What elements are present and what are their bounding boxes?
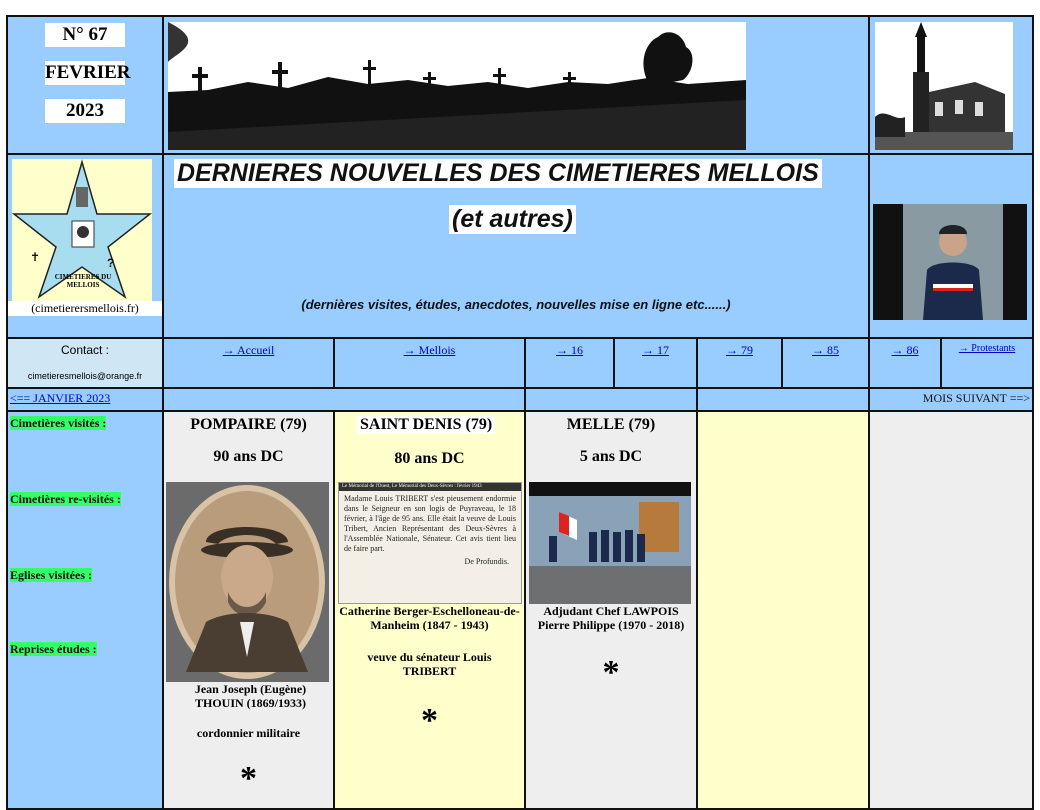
asterisk-icon: * (421, 702, 438, 739)
nav-link-mellois[interactable]: → Mellois (403, 343, 456, 357)
prev-month-link[interactable]: <== JANVIER 2023 (10, 391, 111, 405)
prev-month-cell (6, 387, 164, 412)
asterisk-icon: * (240, 760, 257, 797)
contact-email[interactable]: cimetieresmellois@orange.fr (27, 371, 143, 381)
logo-cell (6, 153, 164, 339)
ceremony-caption: Adjudant Chef LAWPOIS Pierre Philippe (1970 - 2018) (537, 604, 685, 632)
nav-cell-85 (781, 337, 870, 389)
portrait-occupation: cordonnier militaire (196, 726, 301, 740)
sidebar-cimetieres-revisites: Cimetières re-visités : (10, 492, 121, 506)
month-row-spacer-3 (696, 387, 870, 412)
nav-link-accueil[interactable]: → Accueil (222, 343, 275, 357)
column-title: SAINT DENIS (79) (357, 416, 495, 434)
column-title: MELLE (79) (566, 416, 656, 433)
nav-cell-17 (613, 337, 698, 389)
column-melle (524, 410, 698, 810)
nav-link-16[interactable]: → 16 (556, 343, 583, 357)
contact-cell (6, 337, 164, 389)
month-row-spacer-1 (162, 387, 526, 412)
clipping-subcaption: veuve du sénateur Louis TRIBERT (367, 650, 492, 678)
nav-cell-16 (524, 337, 615, 389)
nav-link-85[interactable]: → 85 (812, 343, 839, 357)
column-empty-yellow (696, 410, 870, 810)
portrait-caption: Jean Joseph (Eugène) THOUIN (1869/1933) (194, 682, 307, 710)
issue-year: 2023 (45, 99, 125, 123)
column-anniversary: 5 ans DC (579, 448, 643, 465)
clipping-end: De Profundis. (464, 557, 509, 566)
tagline: (dernières visites, études, anecdotes, nouvelles mise en ligne etc......) (301, 297, 731, 312)
sidebar-eglises-visitees: Eglises visitées : (10, 568, 92, 582)
issue-box (6, 15, 164, 155)
portrait-thouin-image (166, 482, 329, 682)
nav-link-86[interactable]: → 86 (891, 343, 919, 357)
banner-cell (162, 15, 870, 155)
nav-link-17[interactable]: → 17 (642, 343, 669, 357)
next-month-cell (868, 387, 1034, 412)
nav-link-protestants[interactable]: → Protestants (958, 343, 1016, 354)
church-image (875, 22, 1013, 150)
sidebar (6, 410, 164, 810)
soldier-photo (873, 204, 1027, 320)
ceremony-photo (529, 482, 691, 604)
column-saint-denis (333, 410, 526, 810)
clipping-caption: Catherine Berger-Eschelloneau-de-Manheim (1847 - 1943) (339, 604, 520, 632)
nav-cell-79 (696, 337, 783, 389)
logo-text: CIMETIERES DU MELLOIS (54, 273, 112, 289)
column-anniversary: 90 ans DC (213, 448, 284, 465)
column-anniversary: 80 ans DC (394, 450, 465, 467)
sidebar-cimetieres-visites: Cimetières visités : (10, 416, 107, 430)
issue-number: N° 67 (45, 23, 125, 47)
site-url: (cimetierersmellois.fr) (8, 301, 162, 316)
newspaper-clipping (338, 482, 522, 604)
church-cell (868, 15, 1034, 155)
month-row-spacer-2 (524, 387, 698, 412)
contact-label: Contact : (60, 343, 110, 357)
nav-cell-accueil (162, 337, 335, 389)
nav-cell-86 (868, 337, 942, 389)
next-month-link[interactable]: MOIS SUIVANT ==> (922, 391, 1030, 405)
svg-text:✝: ✝ (30, 250, 41, 264)
issue-month: FEVRIER (45, 62, 131, 83)
nav-cell-mellois (333, 337, 526, 389)
svg-text:?: ? (107, 256, 115, 270)
column-empty-grey (868, 410, 1034, 810)
headline-cell (162, 153, 870, 339)
nav-link-79[interactable]: → 79 (726, 343, 753, 357)
sidebar-reprises-etudes: Reprises études : (10, 642, 97, 656)
sub-headline: (et autres) (449, 205, 576, 234)
clipping-header: Le Mémorial de l'Ouest, Le Mémorial des Deux-Sèvres : février 1943 (339, 483, 521, 491)
column-pompaire (162, 410, 335, 810)
column-title: POMPAIRE (79) (190, 416, 307, 433)
cemetery-banner-image (168, 22, 746, 150)
main-headline: DERNIERES NOUVELLES DES CIMETIERES MELLOIS (174, 159, 822, 188)
asterisk-icon: * (602, 654, 620, 691)
photo-cell (868, 153, 1034, 339)
clipping-text: Madame Louis TRIBERT s'est pieusement endormie dans le Seigneur en son logis de Puyraveau, le 18 février, à l'âge de 95 ans. Elle était la veuve de Louis Tribert, Ancien Représentant des Deux-Sèvres à l'Assemblée Nationale, Sénateur. Cet avis tient lieu de faire part. (344, 494, 516, 553)
nav-cell-protestants (940, 337, 1034, 389)
